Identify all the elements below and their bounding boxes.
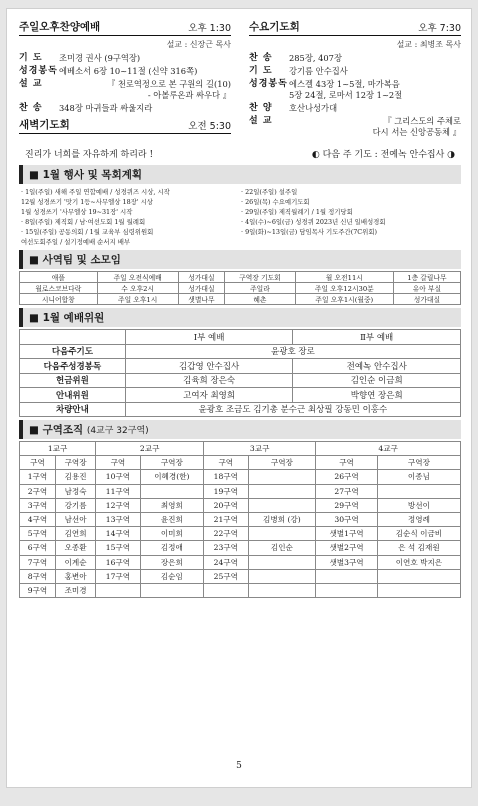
table-cell: 7구역 — [20, 555, 56, 569]
table-row — [20, 294, 461, 305]
table-cell: 김순식 이금비 — [377, 527, 460, 541]
service-2-header: Ⅱ부 예배 — [293, 330, 461, 345]
table-cell: 이미희 — [140, 527, 204, 541]
row-label: 찬 송 — [19, 103, 43, 113]
worship-committee-title-text: 1월 예배위원 — [42, 312, 105, 324]
table-cell: 윤진희 — [140, 512, 204, 526]
wednesday-row — [249, 79, 461, 101]
table-cell: 성가대실 — [178, 283, 224, 294]
table-cell: 15구역 — [96, 541, 140, 555]
table-row — [20, 402, 461, 417]
table-cell: 3구역 — [20, 498, 56, 512]
table-cell: 샛별2구역 — [316, 541, 378, 555]
column-header: 구역장 — [377, 456, 460, 470]
table-cell: 은 석 김재원 — [377, 541, 460, 555]
sunday-preacher: 설교 : 신장근 목사 — [166, 40, 231, 49]
table-cell: 김인순 — [248, 541, 316, 555]
service-1-header: Ⅰ부 예배 — [125, 330, 293, 345]
row-value: 호산나성가대 — [289, 103, 338, 113]
table-cell: 남선아 — [55, 512, 95, 526]
role-value: 김육희 장은숙 — [125, 373, 293, 388]
dawn-prayer-section — [19, 117, 231, 134]
column-header: 구역 — [316, 456, 378, 470]
table-cell: 주일 오후12시30분 — [295, 283, 393, 294]
table-cell: 17구역 — [96, 569, 140, 583]
sunday-worship-section — [19, 19, 231, 140]
dawn-prayer-title: 새벽기도회 — [19, 119, 70, 131]
sunday-row — [19, 79, 231, 101]
table-cell: 23구역 — [204, 541, 248, 555]
table-row — [20, 456, 461, 470]
table-cell: 최영희 — [140, 498, 204, 512]
row-label: 찬 양 — [249, 103, 273, 113]
wednesday-preacher: 설교 : 최병조 목사 — [396, 40, 461, 49]
row-label: 설 교 — [19, 79, 43, 89]
districts-table — [19, 441, 461, 598]
wednesday-worship-section — [249, 19, 461, 140]
table-cell: 29구역 — [316, 498, 378, 512]
table-cell: 13구역 — [96, 512, 140, 526]
table-cell: 4구역 — [20, 512, 56, 526]
sunday-worship-header — [19, 19, 231, 36]
table-row — [20, 470, 461, 484]
role-label: 헌금위원 — [20, 373, 126, 388]
table-cell: 10구역 — [96, 470, 140, 484]
table-row — [20, 484, 461, 498]
parish-header: 3교구 — [204, 442, 316, 456]
table-cell — [248, 484, 316, 498]
table-cell: 30구역 — [316, 512, 378, 526]
table-cell: 김순임 — [140, 569, 204, 583]
table-cell: 21구역 — [204, 512, 248, 526]
table-cell: 5구역 — [20, 527, 56, 541]
districts-subtitle: (4교구 32구역) — [86, 426, 149, 436]
row-value: 『 그리스도의 주체로 다시 서는 신앙공동체 』 — [372, 116, 461, 137]
bulletin-page — [6, 8, 472, 788]
table-cell: 이혜경(한) — [140, 470, 204, 484]
table-cell — [20, 330, 126, 345]
event-line: 1월 성경쓰기 '사무엘상 19~31장' 시작 — [21, 208, 133, 216]
row-label: 찬 송 — [249, 53, 273, 63]
table-row — [20, 373, 461, 388]
wednesday-row — [249, 103, 461, 114]
row-value: 285장, 407장 — [289, 53, 342, 63]
table-cell: 20구역 — [204, 498, 248, 512]
table-cell: 구역장 기도회 — [225, 272, 296, 283]
wednesday-row — [249, 66, 461, 77]
table-row — [20, 272, 461, 283]
worship-columns — [19, 19, 461, 140]
table-cell: 이종님 — [377, 470, 460, 484]
table-cell — [140, 583, 204, 597]
table-cell: 월 오전11시 — [295, 272, 393, 283]
parish-header: 4교구 — [316, 442, 461, 456]
row-label: 성경봉독 — [19, 66, 58, 76]
table-cell: 강기름 — [55, 498, 95, 512]
table-row — [20, 527, 461, 541]
ministry-table — [19, 271, 461, 305]
role-label: 차량안내 — [20, 402, 126, 417]
table-cell: 홍변아 — [55, 569, 95, 583]
event-line: · 1일(주일) 새해 주일 연합예배 / 성경퀴즈 시상, 시작 — [21, 188, 170, 196]
events-title-text: 1월 행사 및 목회계획 — [42, 169, 142, 181]
table-row — [20, 541, 461, 555]
event-line: · 29일(주일) 제직월례기 / 1월 정기당회 — [241, 208, 353, 216]
next-prayer-text: ◐ 다음 주 기도 : 전예녹 안수집사 ◑ — [311, 150, 455, 160]
table-cell: 14구역 — [96, 527, 140, 541]
table-cell: 조미경 — [55, 583, 95, 597]
table-cell — [96, 583, 140, 597]
table-row — [20, 512, 461, 526]
table-cell: 22구역 — [204, 527, 248, 541]
districts-title-text: 구역조직 — [42, 424, 84, 436]
table-cell — [248, 470, 316, 484]
table-cell: 1층 갈릴나무 — [393, 272, 460, 283]
event-line: · 26일(목) 수요예기도회 — [241, 198, 310, 206]
role-value: 윤광호 장로 — [125, 344, 460, 359]
wednesday-worship-header — [249, 19, 461, 36]
row-value: 강기름 안수집사 — [289, 66, 348, 76]
column-header: 구역장 — [140, 456, 204, 470]
table-cell — [316, 583, 378, 597]
row-value: 에스겔 43장 1~5절, 마가복음 5장 24절, 로마서 12장 1~2절 — [289, 79, 403, 100]
table-cell: 6구역 — [20, 541, 56, 555]
table-cell: 유아 부실 — [393, 283, 460, 294]
row-value: 에베소서 6장 10~11절 (신약 316쪽) — [59, 66, 198, 76]
table-cell: 주일 오후1시 — [97, 294, 178, 305]
table-cell — [248, 569, 316, 583]
table-row — [20, 569, 461, 583]
table-row — [20, 283, 461, 294]
table-cell: 샛별나무 — [178, 294, 224, 305]
table-cell: 19구역 — [204, 484, 248, 498]
table-cell — [248, 555, 316, 569]
table-cell: 이계순 — [55, 555, 95, 569]
column-header: 구역 — [96, 456, 140, 470]
row-label: 설 교 — [249, 116, 273, 126]
event-line: · 8일(주일) 제직회 / 남·여선도회 1월 월례회 — [21, 218, 146, 226]
table-cell — [377, 484, 460, 498]
table-cell — [248, 583, 316, 597]
table-cell: 정영례 — [377, 512, 460, 526]
table-cell: 방선이 — [377, 498, 460, 512]
table-row — [20, 344, 461, 359]
table-cell: 혜촌 — [225, 294, 296, 305]
column-header: 구역 — [204, 456, 248, 470]
table-cell: 11구역 — [96, 484, 140, 498]
table-row — [20, 388, 461, 403]
table-cell: 9구역 — [20, 583, 56, 597]
table-row — [20, 498, 461, 512]
row-value: 『 천로역정으로 본 구원의 길(10) - 아볼루온과 싸우다 』 — [106, 79, 231, 100]
motto-text: 진리가 너희를 자유하게 하리라 ! — [25, 150, 154, 160]
dawn-prayer-time: 오전 5:30 — [188, 121, 231, 132]
row-value: 조미경 권사 (9구역장) — [59, 53, 141, 63]
event-line: · 4일(수)~6일(금) 성경퀴 2023년 신년 일배성경회 — [241, 218, 386, 226]
table-cell — [248, 498, 316, 512]
role-value: 윤광호 조금도 김기총 분수근 최상필 강동민 이홍수 — [125, 402, 460, 417]
table-cell: 오종환 — [55, 541, 95, 555]
table-cell: 8구역 — [20, 569, 56, 583]
event-line: · 9일(화)~13일(금) 담임목사 기도주간(7C위회) — [241, 228, 378, 236]
table-row — [20, 583, 461, 597]
events-right-column — [241, 187, 461, 247]
parish-header: 2교구 — [96, 442, 204, 456]
sunday-row — [19, 53, 231, 64]
wednesday-row — [249, 116, 461, 138]
wednesday-worship-title: 수요기도회 — [249, 21, 300, 33]
table-row — [20, 442, 461, 456]
table-cell — [316, 569, 378, 583]
table-cell: 12구역 — [96, 498, 140, 512]
table-cell: 샛별1구역 — [316, 527, 378, 541]
table-cell: 수 오후2시 — [97, 283, 178, 294]
event-line: · 15일(주일) 공동의회 / 1월 교육부 심령위원회 — [21, 228, 154, 236]
table-row — [20, 359, 461, 374]
table-cell: 이연호 박지은 — [377, 555, 460, 569]
worship-committee-title: ■ 1월 예배위원 — [19, 308, 461, 327]
row-label: 기 도 — [249, 66, 273, 76]
table-cell — [377, 569, 460, 583]
role-value: 전예녹 안수집사 — [293, 359, 461, 374]
role-value: 박향연 장은희 — [293, 388, 461, 403]
role-value: 김인순 이금희 — [293, 373, 461, 388]
row-value: 348장 마귀들과 싸울지라 — [59, 103, 153, 113]
table-cell: 2구역 — [20, 484, 56, 498]
table-row — [20, 330, 461, 345]
dawn-prayer-header — [19, 117, 231, 134]
table-cell: 남정숙 — [55, 484, 95, 498]
worship-committee-table — [19, 329, 461, 417]
role-label: 다음주기도 — [20, 344, 126, 359]
table-cell: 1구역 — [20, 470, 56, 484]
table-cell: 성가대실 — [393, 294, 460, 305]
events-title: ■ 1월 행사 및 목회계획 — [19, 165, 461, 184]
table-cell: 16구역 — [96, 555, 140, 569]
event-line: · 22일(주일) 설주일 — [241, 188, 298, 196]
table-cell: 주일 오전식예배 — [97, 272, 178, 283]
column-header: 구역 — [20, 456, 56, 470]
wednesday-worship-time: 오후 7:30 — [418, 23, 461, 34]
column-header: 구역장 — [248, 456, 316, 470]
table-cell: 27구역 — [316, 484, 378, 498]
sunday-worship-time: 오후 1:30 — [188, 23, 231, 34]
wednesday-row — [249, 53, 461, 64]
role-label: 안내위원 — [20, 388, 126, 403]
districts-title: ■ 구역조직 (4교구 32구역) — [19, 420, 461, 439]
table-cell: 26구역 — [316, 470, 378, 484]
table-cell: 성가대실 — [178, 272, 224, 283]
event-line: 12월 성경쓰기 '맛기 1등~사무엘상 18장' 시상 — [21, 198, 153, 206]
motto-line — [25, 147, 455, 160]
page-number: 5 — [236, 761, 242, 771]
table-cell: 24구역 — [204, 555, 248, 569]
row-label: 성경봉독 — [249, 79, 288, 89]
table-cell: 18구역 — [204, 470, 248, 484]
table-cell: 주일 오후1시(월중) — [295, 294, 393, 305]
table-cell: 애플 — [20, 272, 98, 283]
table-cell: 샛별3구역 — [316, 555, 378, 569]
column-header: 구역장 — [55, 456, 95, 470]
sunday-row — [19, 66, 231, 77]
table-cell: 김정애 — [140, 541, 204, 555]
table-cell: 김연희 — [55, 527, 95, 541]
events-left-column — [21, 187, 241, 247]
table-cell — [248, 527, 316, 541]
table-cell: 김용진 — [55, 470, 95, 484]
role-value: 고여자 최영희 — [125, 388, 293, 403]
table-row — [20, 555, 461, 569]
ministry-title-text: 사역팀 및 소모임 — [42, 254, 121, 266]
table-cell: 월로스코브다락 — [20, 283, 98, 294]
sunday-worship-title: 주일오후찬양예배 — [19, 21, 101, 33]
table-cell: 시니어합창 — [20, 294, 98, 305]
table-cell — [140, 484, 204, 498]
role-value: 김갑영 안수집사 — [125, 359, 293, 374]
table-cell: 김병희 (강) — [248, 512, 316, 526]
table-cell: 주일라 — [225, 283, 296, 294]
ministry-title: ■ 사역팀 및 소모임 — [19, 250, 461, 269]
event-line: 여선도회주일 / 설기정예배 순서지 배부 — [21, 238, 131, 246]
table-cell: 25구역 — [204, 569, 248, 583]
events-list — [21, 187, 461, 247]
district-rows — [20, 470, 461, 598]
role-label: 다음주성경봉독 — [20, 359, 126, 374]
table-cell: 장은희 — [140, 555, 204, 569]
table-cell — [377, 583, 460, 597]
parish-header: 1교구 — [20, 442, 96, 456]
row-label: 기 도 — [19, 53, 43, 63]
sunday-row — [19, 103, 231, 114]
table-cell — [204, 583, 248, 597]
